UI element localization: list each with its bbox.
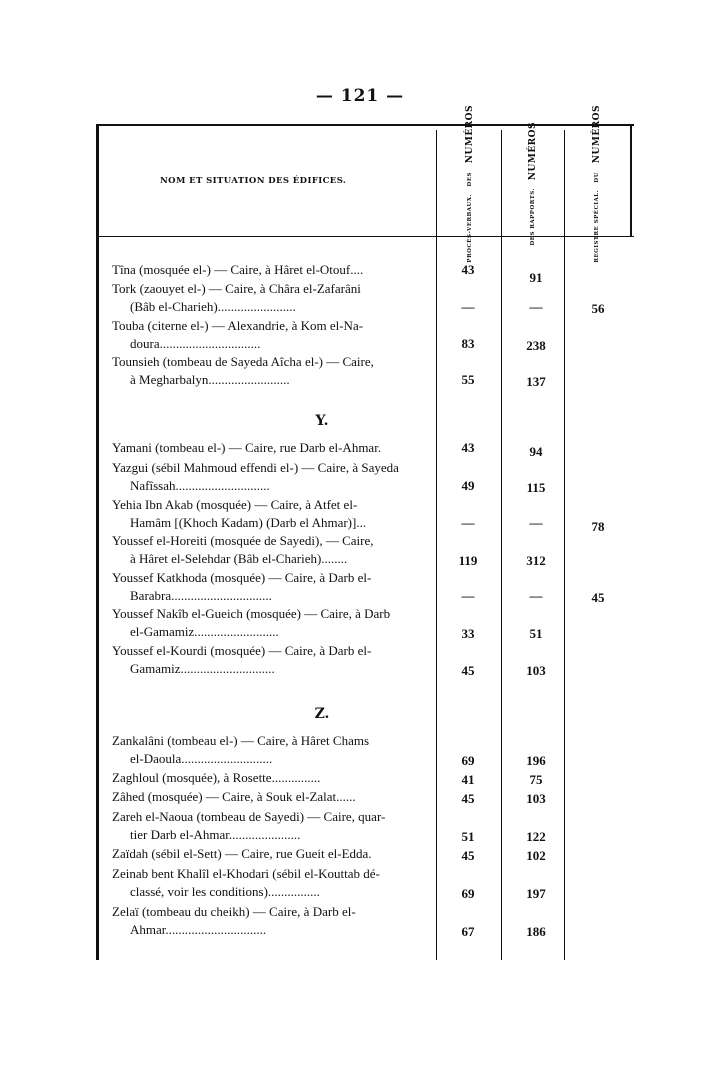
entry-yazgui-pv: 49 [461,478,475,493]
entry-zelai-line1: Zelaï (tombeau du cheikh) — Caire, à Darb el- [112,904,356,919]
entry-tork-rap: — [529,299,543,314]
entry-zelai-pv: 67 [461,924,475,939]
header-name: NOM ET SITUATION DES ÉDIFICES. [160,176,347,186]
section-heading-z: Z. [314,706,330,722]
entry-zeinab-pv: 69 [461,886,475,901]
entry-tork-line2: (Bâb el-Charieh)........................ [130,299,296,314]
entry-yehia-pv: — [461,515,475,530]
entry-tork-pv: — [461,299,475,314]
entry-youssef-nakib-line2: el-Gamamiz.......................... [130,624,279,639]
page-number: — 121 — [315,86,405,106]
entry-youssef-katkhoda-reg: 45 [591,590,605,605]
entry-zaghloul-rap: 75 [529,772,543,787]
entry-tounsieh-line2: à Megharbalyn......................... [130,372,290,387]
entry-zaghloul-line1: Zaghloul (mosquée), à Rosette............... [112,770,321,785]
entry-yazgui-rap: 115 [526,480,546,495]
entry-yamani-line1: Yamani (tombeau el-) — Caire, rue Darb el-Ahmar. [112,440,382,455]
header-col-pv [441,105,499,263]
header-col-reg [566,105,628,263]
entry-yehia-reg: 78 [591,519,605,534]
entry-zeinab-line2: classé, voir les conditions)................ [130,884,320,899]
header-col-pv-line2: DES [467,171,473,187]
entry-youssef-horeiti-rap: 312 [526,553,546,568]
entry-tounsieh-line1: Tounsieh (tombeau de Sayeda Aîcha el-) — Caire, [112,354,374,369]
entry-yehia-line1: Yehia Ibn Akab (mosquée) — Caire, à Atfet el- [112,497,358,512]
entry-youssef-nakib-pv: 33 [461,626,475,641]
entry-tina-line1: Tîna (mosquée el-) — Caire, à Hâret el-Otouf.... [112,262,364,277]
entry-zaidah-line1: Zaïdah (sébil el-Sett) — Caire, rue Gueit el-Edda. [112,846,372,861]
index-table [96,105,634,960]
entry-yamani-pv: 43 [461,440,475,455]
entry-zaidah-pv: 45 [461,848,475,863]
entry-zahed-line1: Zâhed (mosquée) — Caire, à Souk el-Zalat...... [112,789,356,804]
entry-tork-reg: 56 [591,301,605,316]
entry-youssef-kourdi-pv: 45 [461,663,475,678]
header-col-rap-line2: DES RAPPORTS. [530,188,536,246]
entry-youssef-horeiti-pv: 119 [458,553,478,568]
entry-touba-line2: doura............................... [130,336,261,351]
entry-zareh-pv: 51 [461,829,475,844]
entry-zankalani-rap: 196 [526,753,546,768]
entry-tounsieh-pv: 55 [461,372,475,387]
col-divider-2 [501,130,502,960]
entry-tina-rap: 91 [529,270,543,285]
entry-zeinab-rap: 197 [526,886,546,901]
entry-zahed-rap: 103 [526,791,546,806]
header-col-pv-line3: PROCÈS-VERBAUX. [467,194,473,263]
entry-touba-pv: 83 [461,336,475,351]
entry-touba-rap: 238 [526,338,546,353]
entry-tounsieh-rap: 137 [526,374,546,389]
header-bottom-rule [96,236,634,237]
header-col-pv-line1: NUMÉROS [465,105,475,164]
entry-zeinab-line1: Zeinab bent Khalîl el-Khodari (sébil el-Kouttab dé- [112,866,380,881]
entry-zankalani-line2: el-Daoula............................ [130,751,273,766]
entry-youssef-katkhoda-line2: Barabra............................... [130,588,272,603]
entry-touba-line1: Touba (citerne el-) — Alexandrie, à Kom el-Na- [112,318,364,333]
entry-zaidah-rap: 102 [526,848,546,863]
table-top-rule [96,124,634,126]
table-right-rule [630,124,632,236]
entry-youssef-horeiti-line1: Youssef el-Horeiti (mosquée de Sayedi), — Caire, [112,533,374,548]
entry-tork-line1: Tork (zaouyet el-) — Caire, à Châra el-Zafarâni [112,281,361,296]
header-col-reg-line3: REGISTRE SPÉCIAL. [594,190,600,263]
entry-zankalani-line1: Zankalâni (tombeau el-) — Caire, à Hâret Chams [112,733,370,748]
header-col-reg-line2: DU [594,171,600,183]
entry-yehia-rap: — [529,515,543,530]
entry-zareh-rap: 122 [526,829,546,844]
entry-youssef-kourdi-line1: Youssef el-Kourdi (mosquée) — Caire, à Darb el- [112,643,372,658]
entry-youssef-katkhoda-line1: Youssef Katkhoda (mosquée) — Caire, à Darb el- [112,570,372,585]
entry-zelai-line2: Ahmar............................... [130,922,267,937]
entry-zelai-rap: 186 [526,924,546,939]
header-col-reg-line1: NUMÉROS [592,105,602,164]
header-col-rap [504,122,562,246]
entry-zankalani-pv: 69 [461,753,475,768]
section-heading-y: Y. [315,413,329,429]
entry-youssef-katkhoda-rap: — [529,588,543,603]
entry-yehia-line2: Hamâm [(Khoch Kadam) (Darb el Ahmar)]... [130,515,367,530]
entry-zareh-line2: tier Darb el-Ahmar...................... [130,827,301,842]
header-col-rap-line1: NUMÉROS [528,122,538,181]
table-left-rule [96,124,99,960]
entry-zareh-line1: Zareh el-Naoua (tombeau de Sayedi) — Caire, quar- [112,809,386,824]
entry-zahed-pv: 45 [461,791,475,806]
entry-youssef-kourdi-rap: 103 [526,663,546,678]
entry-tina-pv: 43 [461,262,475,277]
entry-yamani-rap: 94 [529,444,543,459]
entry-youssef-horeiti-line2: à Hâret el-Selehdar (Bâb el-Charieh)........ [130,551,348,566]
entry-youssef-katkhoda-pv: — [461,588,475,603]
entry-yazgui-line1: Yazgui (sébil Mahmoud effendi el-) — Caire, à Sayeda [112,460,399,475]
entry-youssef-nakib-line1: Youssef Nakîb el-Gueich (mosquée) — Caire, à Darb [112,606,391,621]
entry-youssef-kourdi-line2: Gamamiz............................. [130,661,275,676]
entry-youssef-nakib-rap: 51 [529,626,543,641]
entry-zaghloul-pv: 41 [461,772,475,787]
entry-yazgui-line2: Nafîssah............................. [130,478,270,493]
